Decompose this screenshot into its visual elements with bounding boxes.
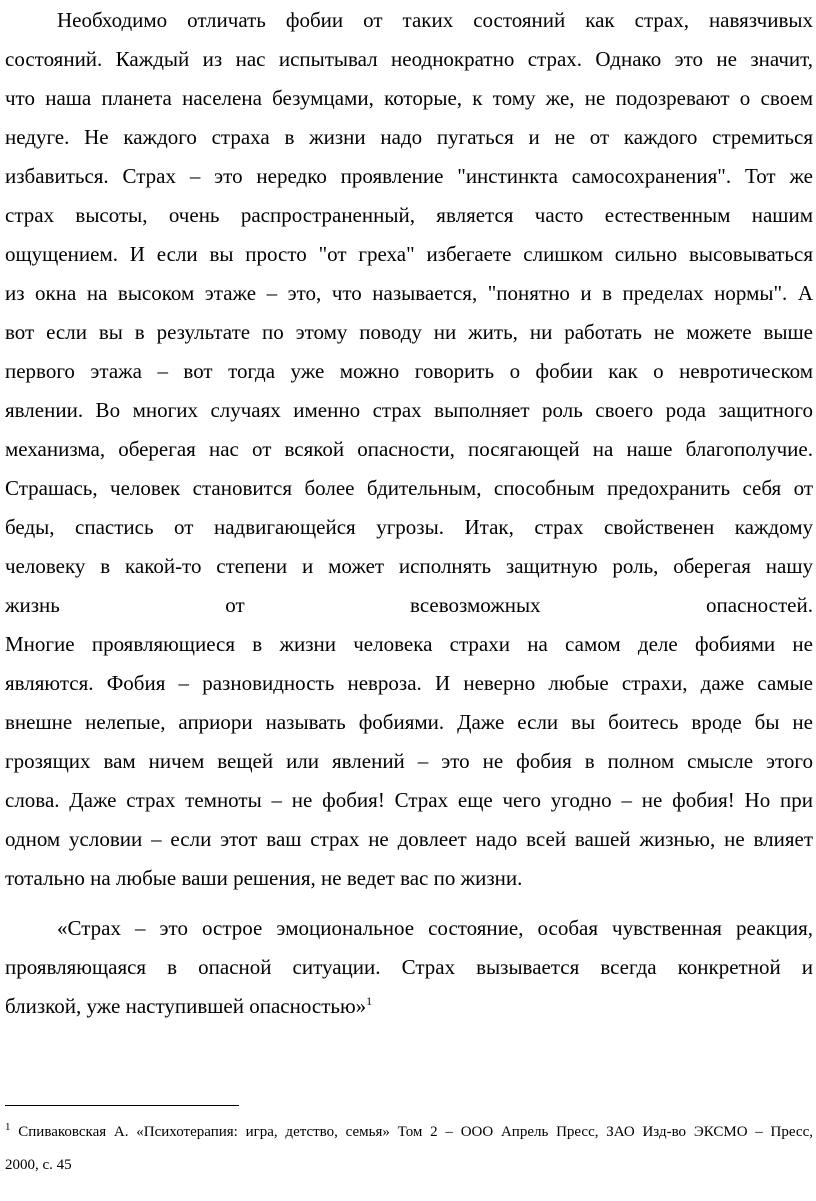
footnote-number: 1 (5, 1121, 11, 1133)
paragraph-1-line-20: грозящих вам ничем вещей или явлений – это не фобия в полном смысле этого (5, 749, 813, 773)
footnote-line-1 (5, 1117, 813, 1147)
paragraph-1-line-17: Многие проявляющиеся в жизни человека страхи на самом деле фобиями не (5, 632, 813, 656)
paragraph-1-line-3: что наша планета населена безумцами, которые, к тому же, не подозревают о своем (5, 86, 813, 110)
footnote-text: Спиваковская А. «Психотерапия: игра, детство, семья» Том 2 – ООО Апрель Пресс, ЗАО Изд-во ЭКСМО – Пресс, (18, 1124, 813, 1140)
paragraph-1-line-4: недуге. Не каждого страха в жизни надо пугаться и не от каждого стремиться (5, 125, 813, 149)
paragraph-1-line-12: механизма, оберегая нас от всякой опасности, посягающей на наше благополучие. (5, 437, 813, 461)
paragraph-1-line-22: одном условии – если этот ваш страх не довлеет надо всей вашей жизнью, не влияет (5, 827, 813, 851)
paragraph-1-line-1: Необходимо отличать фобии от таких состояний как страх, навязчивых (57, 8, 813, 32)
footnote-line-2: 2000, с. 45 (5, 1157, 72, 1173)
paragraph-1-line-18: являются. Фобия – разновидность невроза. И неверно любые страхи, даже самые (5, 671, 813, 695)
quote-line-1: «Страх – это острое эмоциональное состояние, особая чувственная реакция, (57, 916, 813, 940)
quote-line-2: проявляющаяся в опасной ситуации. Страх вызывается всегда конкретной и (5, 955, 813, 979)
footnote-reference[interactable]: 1 (366, 994, 373, 1008)
paragraph-1-line-16: жизнь от всевозможных опасностей. (5, 593, 813, 617)
paragraph-1-line-14: беды, спастись от надвигающейся угрозы. Итак, страх свойственен каждому (5, 515, 813, 539)
paragraph-1-line-6: страх высоты, очень распространенный, является часто естественным нашим (5, 203, 813, 227)
paragraph-1-line-10: первого этажа – вот тогда уже можно говорить о фобии как о невротическом (5, 359, 813, 383)
paragraph-1-line-15: человеку в какой-то степени и может исполнять защитную роль, оберегая нашу (5, 554, 813, 578)
footnote-separator (5, 1105, 239, 1106)
paragraph-1-line-8: из окна на высоком этаже – это, что называется, "понятно и в пределах нормы". А (5, 281, 813, 305)
paragraph-1-line-5: избавиться. Страх – это нередко проявление "инстинкта самосохранения". Тот же (5, 164, 813, 188)
paragraph-1-line-19: внешне нелепые, априори называть фобиями. Даже если вы боитесь вроде бы не (5, 710, 813, 734)
paragraph-1-line-2: состояний. Каждый из нас испытывал неоднократно страх. Однако это не значит, (5, 47, 813, 71)
paragraph-1-line-11: явлении. Во многих случаях именно страх выполняет роль своего рода защитного (5, 398, 813, 422)
paragraph-1-line-7: ощущением. И если вы просто "от греха" избегаете слишком сильно высовываться (5, 242, 813, 266)
quote-line-3-text: близкой, уже наступившей опасностью» (5, 994, 367, 1018)
quote-line-3 (5, 986, 813, 1026)
paragraph-1-line-13: Страшась, человек становится более бдительным, способным предохранить себя от (5, 476, 813, 500)
paragraph-1-line-9: вот если вы в результате по этому поводу ни жить, ни работать не можете выше (5, 320, 813, 344)
paragraph-1-line-23: тотально на любые ваши решения, не ведет вас по жизни. (5, 866, 523, 890)
paragraph-1-line-21: слова. Даже страх темноты – не фобия! Страх еще чего угодно – не фобия! Но при (5, 788, 813, 812)
